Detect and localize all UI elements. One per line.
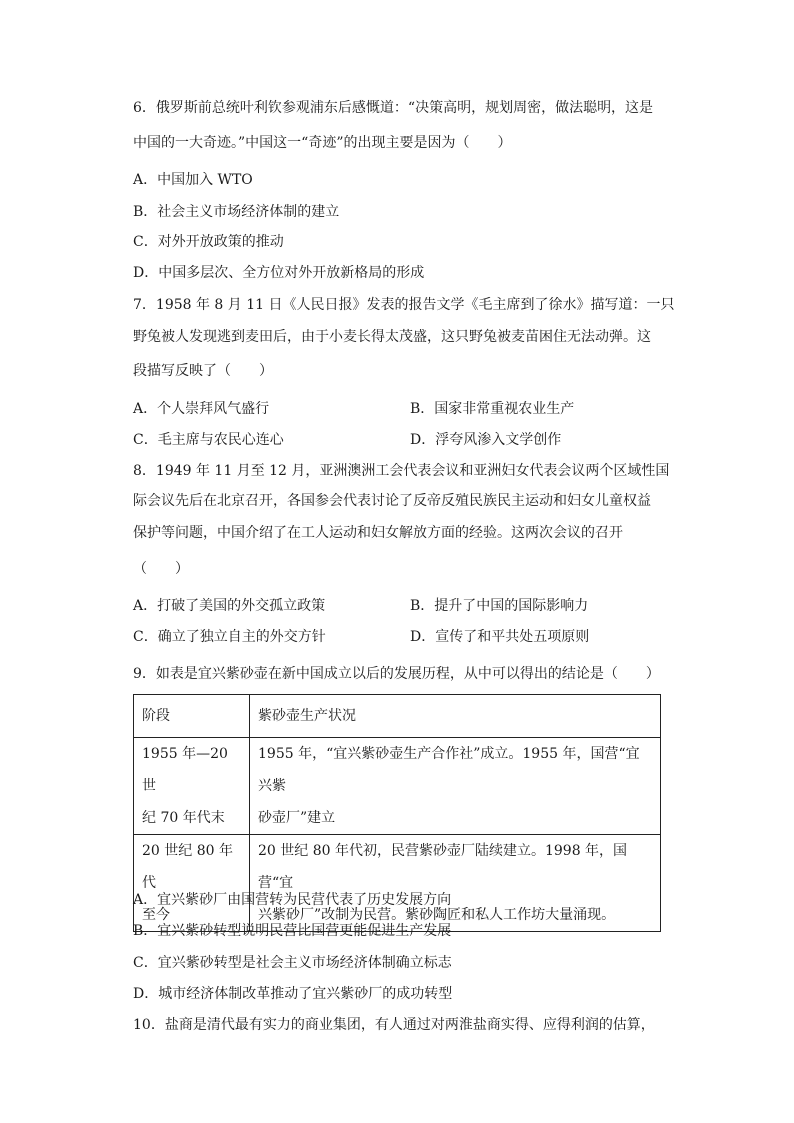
q7-option-d[interactable]: D．浮夸风渗入文学创作 xyxy=(410,432,562,448)
cell-line: 至今 xyxy=(142,907,170,923)
q6-stem-line2: 中国的一大奇迹。”中国这一“奇迹”的出现主要是因为（ ） xyxy=(133,135,512,151)
q7-option-a[interactable]: A．个人崇拜风气盛行 xyxy=(133,401,270,417)
cell-line: 砂壶厂”建立 xyxy=(258,810,336,826)
table-header-production: 紫砂壶生产状况 xyxy=(250,695,661,738)
q8-stem-line2: 际会议先后在北京召开，各国参会代表讨论了反帝反殖民族民主运动和妇女儿童权益 xyxy=(133,493,651,509)
table-header-row xyxy=(134,695,661,738)
table-cell-stage xyxy=(134,835,250,932)
table-cell-production xyxy=(250,738,661,835)
q9-option-a[interactable]: A．宜兴紫砂厂由国营转为民营代表了历史发展方向 xyxy=(133,892,452,908)
q7-stem-line1: 7．1958 年 8 月 11 日《人民日报》发表的报告文学《毛主席到了徐水》描写道：一只 xyxy=(133,297,675,313)
q7-stem-line3: 段描写反映了（ ） xyxy=(133,363,273,379)
q6-option-d[interactable]: D．中国多层次、全方位对外开放新格局的形成 xyxy=(133,265,425,281)
q9-option-c[interactable]: C．宜兴紫砂转型是社会主义市场经济体制确立标志 xyxy=(133,955,452,971)
table-row xyxy=(134,738,661,835)
q8-stem-line3: 保护等问题，中国介绍了在工人运动和妇女解放方面的经验。这两次会议的召开 xyxy=(133,525,623,541)
q8-option-c[interactable]: C．确立了独立自主的外交方针 xyxy=(133,629,326,645)
q8-stem-line1: 8．1949 年 11 月至 12 月，亚洲澳洲工会代表会议和亚洲妇女代表会议两个区域性国 xyxy=(133,463,670,479)
table-cell-stage xyxy=(134,738,250,835)
cell-line: 20 世纪 80 年代 xyxy=(142,843,233,891)
q6-option-c[interactable]: C．对外开放政策的推动 xyxy=(133,234,284,250)
q7-option-c[interactable]: C．毛主席与农民心连心 xyxy=(133,432,284,448)
q8-option-d[interactable]: D．宣传了和平共处五项原则 xyxy=(410,629,590,645)
q6-stem-line1: 6．俄罗斯前总统叶利钦参观浦东后感慨道：“决策高明，规划周密，做法聪明，这是 xyxy=(133,100,654,116)
q8-stem-line4: （ ） xyxy=(133,561,189,577)
q9-option-d[interactable]: D．城市经济体制改革推动了宜兴紫砂厂的成功转型 xyxy=(133,986,453,1002)
q6-option-b[interactable]: B．社会主义市场经济体制的建立 xyxy=(133,204,340,220)
q9-option-b[interactable]: B．宜兴紫砂转型说明民营比国营更能促进生产发展 xyxy=(133,923,452,939)
q7-stem-line2: 野兔被人发现逃到麦田后，由于小麦长得太茂盛，这只野兔被麦苗困住无法动弹。这 xyxy=(133,329,651,345)
q7-option-b[interactable]: B．国家非常重视农业生产 xyxy=(410,401,575,417)
cell-line: 1955 年，“宜兴紫砂壶生产合作社”成立。1955 年，国营“宜兴紫 xyxy=(258,746,640,794)
q8-option-b[interactable]: B．提升了中国的国际影响力 xyxy=(410,598,589,614)
q8-option-a[interactable]: A．打破了美国的外交孤立政策 xyxy=(133,598,326,614)
cell-line: 兴紫砂厂”改制为民营。紫砂陶匠和私人工作坊大量涌现。 xyxy=(258,907,616,923)
table-header-stage: 阶段 xyxy=(134,695,250,738)
q9-stem-line1: 9．如表是宜兴紫砂壶在新中国成立以后的发展历程，从中可以得出的结论是（ ） xyxy=(133,666,660,682)
cell-line: 20 世纪 80 年代初，民营紫砂壶厂陆续建立。1998 年，国营“宜 xyxy=(258,843,628,891)
table-cell-production xyxy=(250,835,661,932)
cell-line: 纪 70 年代末 xyxy=(142,810,225,826)
q6-option-a[interactable]: A．中国加入 WTO xyxy=(133,172,253,188)
table-row xyxy=(134,835,661,932)
q10-stem-line1: 10．盐商是清代最有实力的商业集团，有人通过对两淮盐商实得、应得利润的估算， xyxy=(133,1017,655,1033)
cell-line: 1955 年—20 世 xyxy=(142,746,228,794)
